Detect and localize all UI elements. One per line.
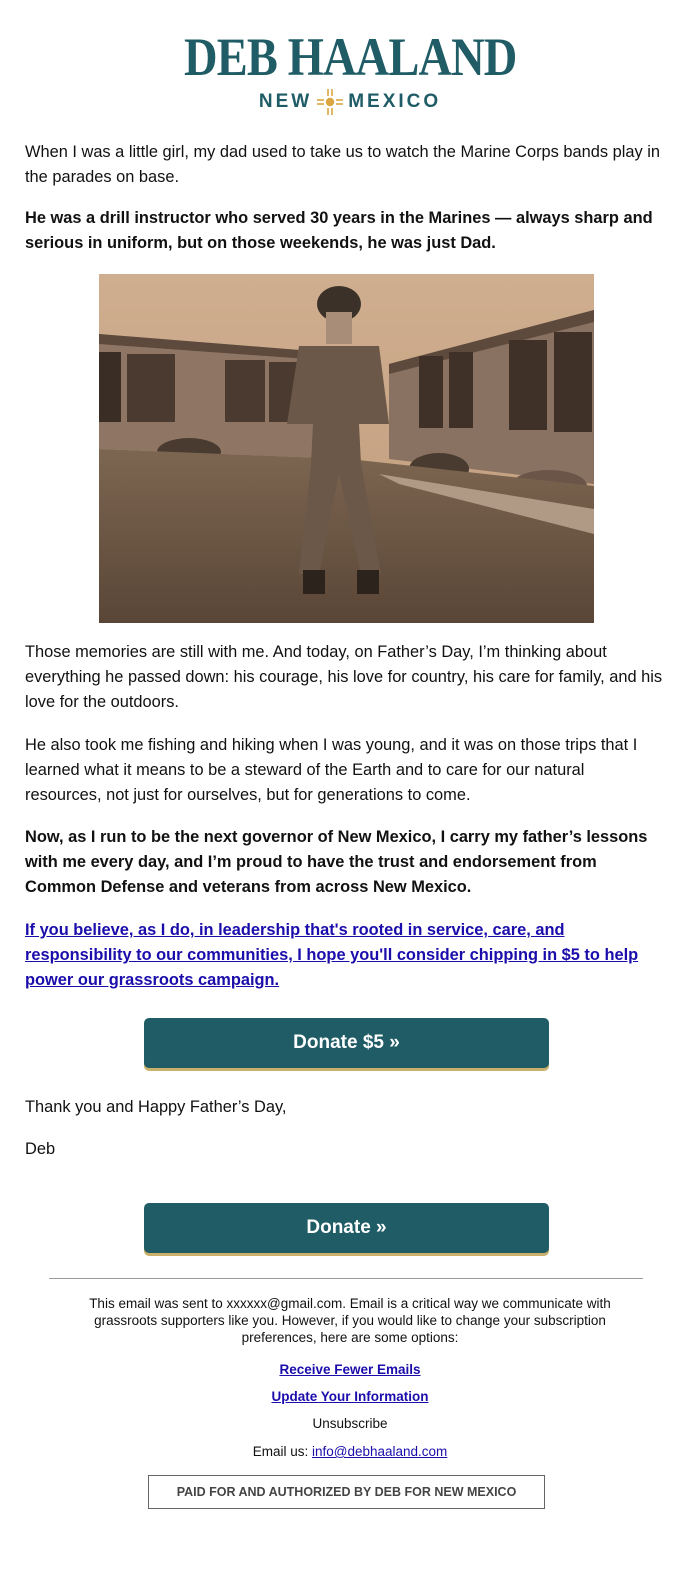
email-us-label: Email us: [252, 1444, 309, 1459]
update-information-link[interactable]: Update Your Information [271, 1389, 429, 1404]
campaign-logo [0, 27, 700, 116]
donate-5-button[interactable]: Donate $5 » [144, 1018, 549, 1068]
donate-appeal-paragraph [25, 918, 665, 993]
paragraph-2-bold: He was a drill instructor who served 30 years in the Marines — always sharp and serious in uniform, but on those weekends, he was just Dad. [25, 209, 653, 252]
paid-for-disclaimer: PAID FOR AND AUTHORIZED BY DEB FOR NEW MEXICO [148, 1475, 545, 1509]
zia-sun-icon [316, 88, 344, 116]
receive-fewer-emails [70, 1361, 630, 1378]
paragraph-5-bold: Now, as I run to be the next governor of New Mexico, I carry my father’s lessons with me every day, and I’m proud to have the trust and endorsement from Common Defense and veterans from across New Mexico. [25, 828, 648, 896]
unsubscribe-link[interactable]: Unsubscribe [312, 1416, 388, 1431]
unsubscribe [70, 1415, 630, 1432]
update-information [70, 1388, 630, 1405]
logo-name: DEB HAALAND [183, 27, 517, 87]
donate-appeal-link[interactable]: If you believe, as I do, in leadership that's rooted in service, care, and responsibility to our communities, I hope you'll consider chipping in $5 to help power our grassroots campaign. [25, 921, 639, 989]
receive-fewer-emails-link[interactable]: Receive Fewer Emails [279, 1362, 421, 1377]
logo-sub-right: MEXICO [348, 91, 442, 112]
paragraph-4: He also took me fishing and hiking when I was young, and it was on those trips that I learned what it means to be a steward of the Earth and to care for our natural resources, not just for ourselves, but for generations to come. [25, 736, 638, 804]
footer-divider [49, 1278, 643, 1279]
father-photo [99, 274, 594, 623]
logo-subtitle [0, 88, 700, 116]
paragraph-3: Those memories are still with me. And today, on Father’s Day, I’m thinking about everything he passed down: his courage, his love for country, his care for family, and his love for the outdoors. [25, 643, 663, 711]
signature: Deb [25, 1140, 56, 1158]
paragraph-1: When I was a little girl, my dad used to take us to watch the Marine Corps bands play in the parades on base. [25, 143, 660, 186]
closing-line: Thank you and Happy Father’s Day, [25, 1098, 287, 1116]
email-address-link[interactable]: info@debhaaland.com [312, 1444, 448, 1459]
email-us-line [70, 1443, 630, 1460]
logo-sub-left: NEW [258, 91, 313, 112]
footer-notice: This email was sent to xxxxxx@gmail.com. Email is a critical way we communicate with grassroots supporters like you. However, if you would like to change your subscription preferences, here are some options: [89, 1296, 611, 1345]
donate-button[interactable]: Donate » [144, 1203, 549, 1253]
